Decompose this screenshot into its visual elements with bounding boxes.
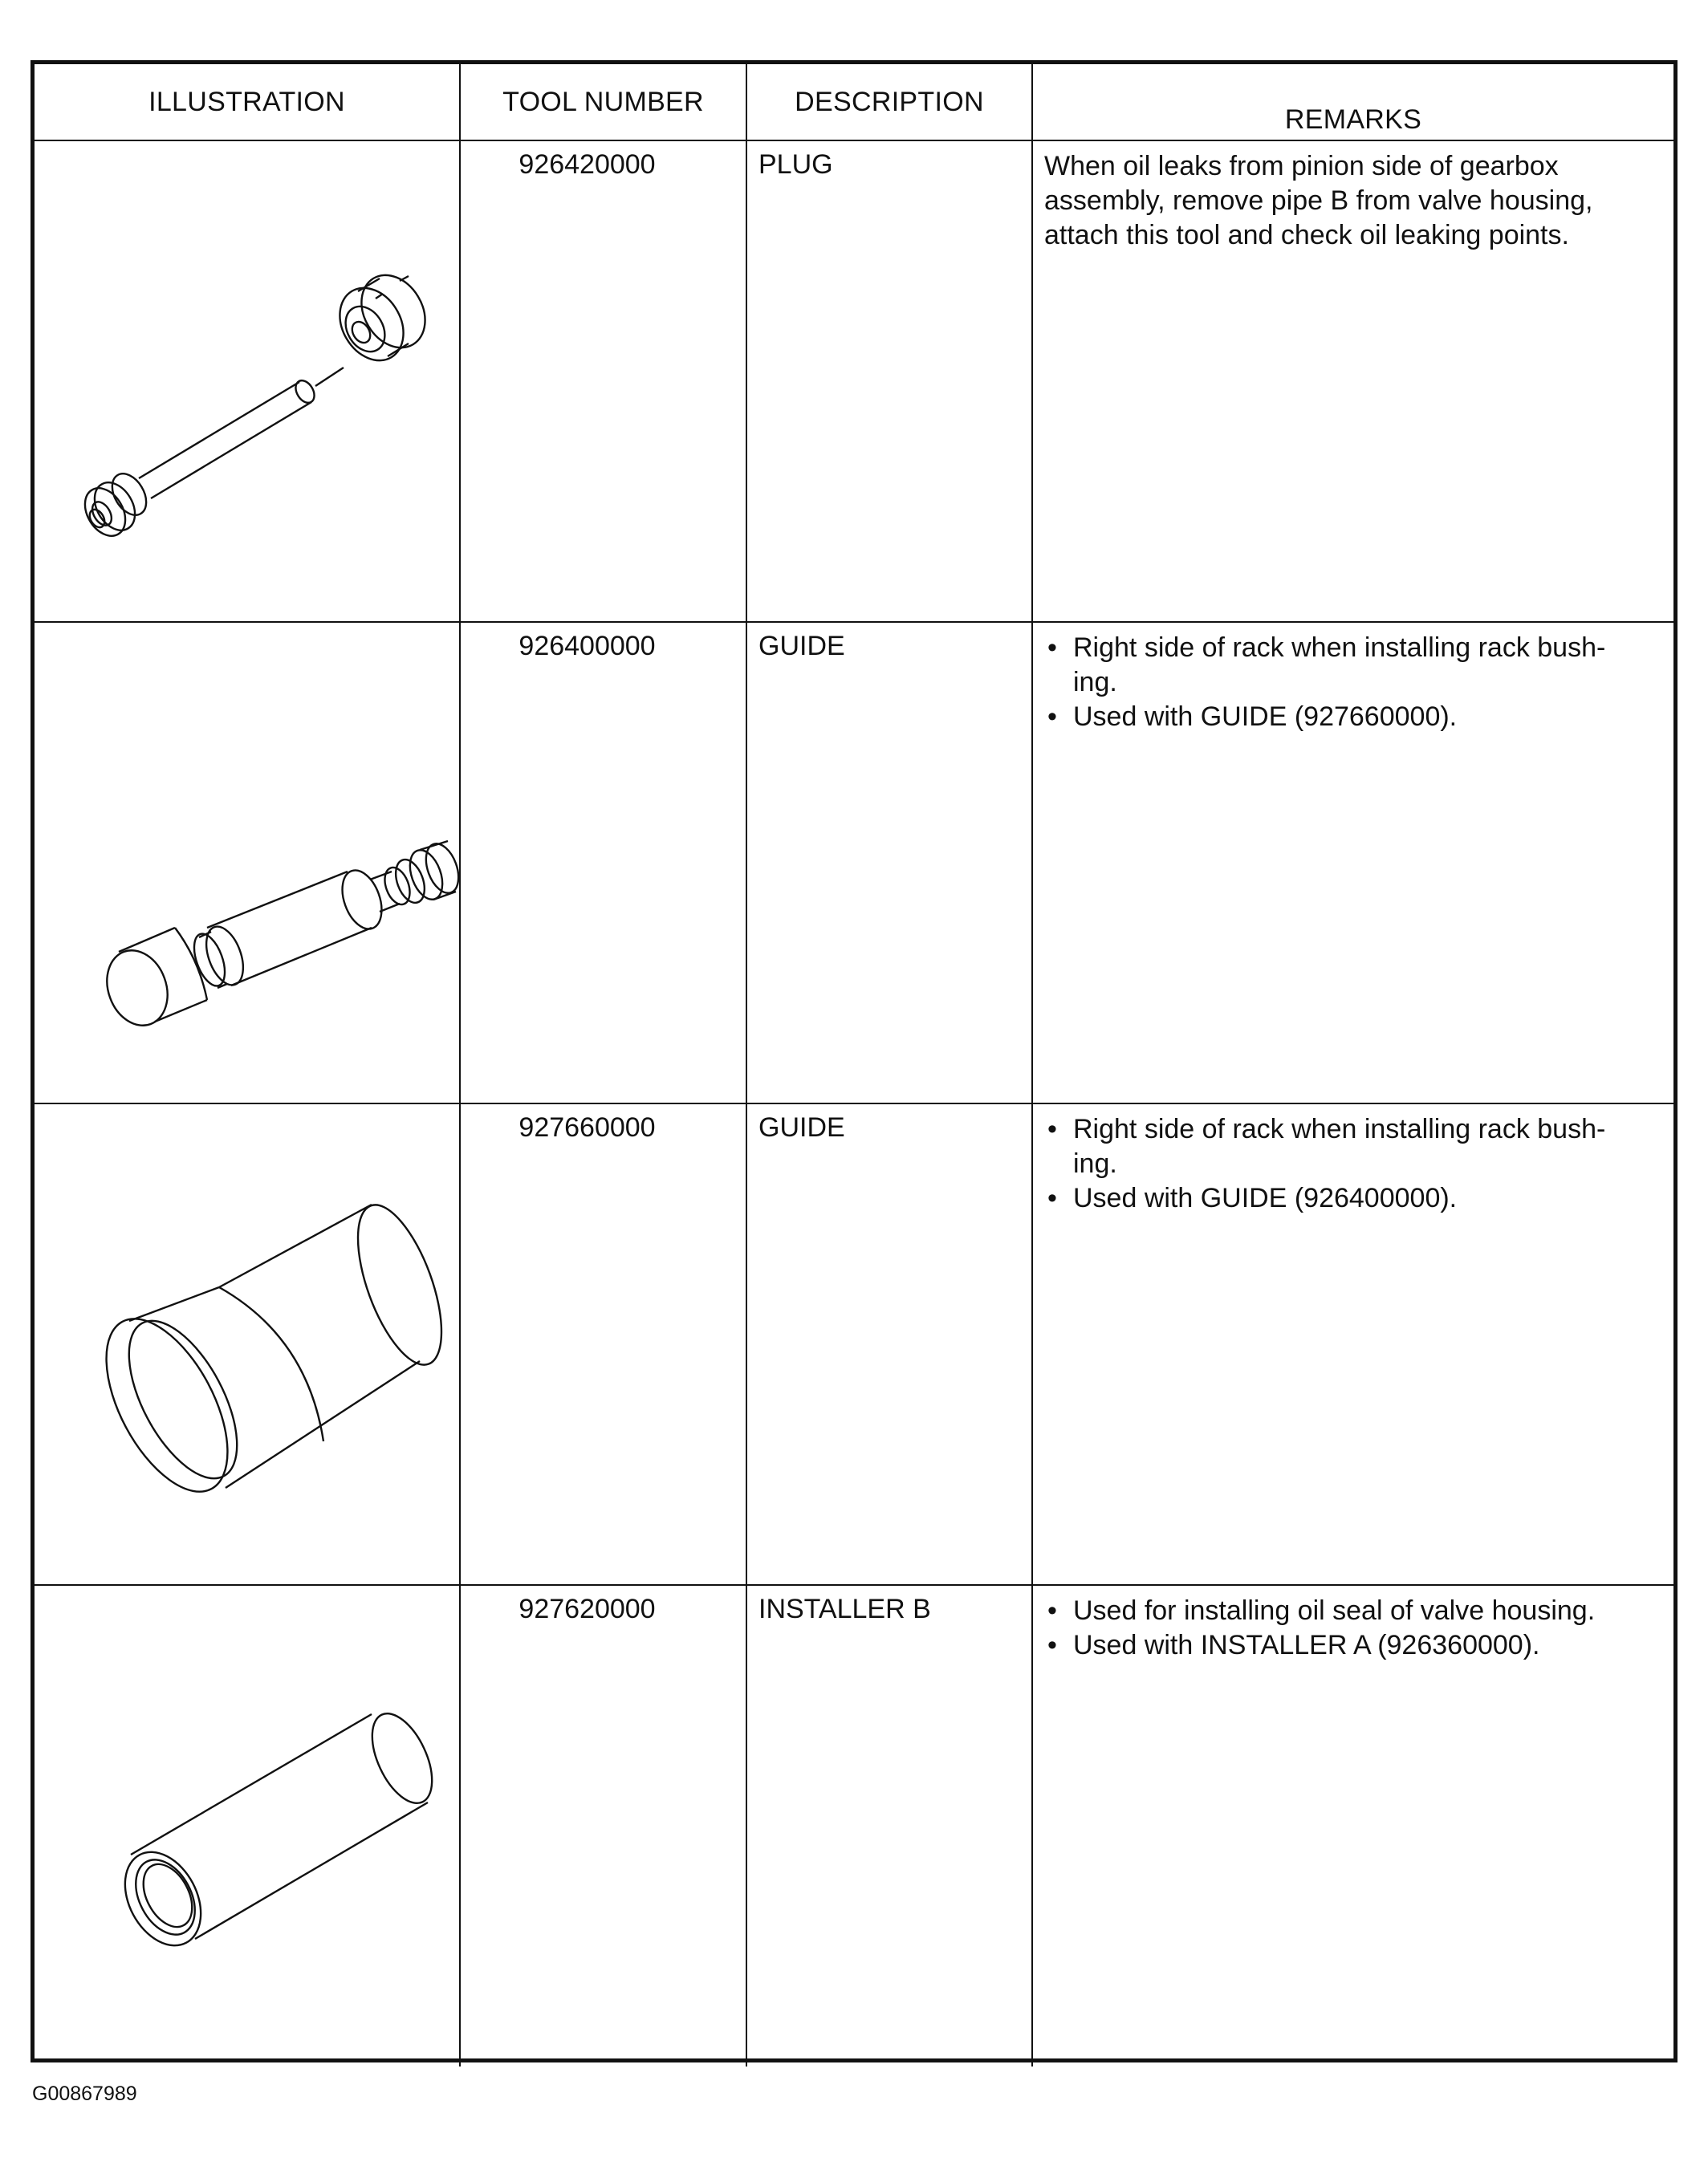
special-tools-table bbox=[35, 64, 1673, 2066]
remarks-item: • Right side of rack when installing rack bush-ing. bbox=[1044, 1112, 1646, 1181]
table-row bbox=[35, 1585, 1673, 2066]
remarks-cell: When oil leaks from pinion side of gearbox assembly, remove pipe B from valve housing, attach this tool and check oil leaking points. bbox=[1032, 140, 1673, 622]
remarks-list bbox=[1044, 631, 1646, 734]
remarks-cell bbox=[1032, 1103, 1673, 1585]
plug-tool-icon bbox=[35, 141, 460, 623]
tool-number-cell: 927620000 bbox=[460, 1585, 746, 2066]
illustration-cell bbox=[35, 1103, 460, 1585]
installer-tube-icon bbox=[35, 1586, 460, 2067]
remarks-cell bbox=[1032, 622, 1673, 1103]
guide-tool-icon bbox=[35, 623, 460, 1104]
table-row bbox=[35, 1103, 1673, 1585]
remarks-item: • Right side of rack when installing rack bush-ing. bbox=[1044, 631, 1646, 700]
description-cell: GUIDE bbox=[746, 622, 1032, 1103]
remarks-list bbox=[1044, 1594, 1646, 1663]
description-cell: INSTALLER B bbox=[746, 1585, 1032, 2066]
figure-id: G00867989 bbox=[32, 2083, 137, 2105]
guide-sleeve-icon bbox=[35, 1104, 460, 1586]
table-row bbox=[35, 622, 1673, 1103]
remarks-item: • Used for installing oil seal of valve housing. bbox=[1044, 1594, 1646, 1628]
remarks-item: • Used with GUIDE (927660000). bbox=[1044, 700, 1646, 734]
table-row bbox=[35, 140, 1673, 622]
header-description: DESCRIPTION bbox=[746, 64, 1032, 140]
illustration-cell bbox=[35, 622, 460, 1103]
tool-number-cell: 926400000 bbox=[460, 622, 746, 1103]
remarks-item: • Used with GUIDE (926400000). bbox=[1044, 1181, 1646, 1216]
tool-table-frame bbox=[31, 60, 1678, 2062]
header-remarks: REMARKS bbox=[1032, 64, 1673, 140]
illustration-cell bbox=[35, 1585, 460, 2066]
table-header-row bbox=[35, 64, 1673, 140]
header-illustration: ILLUSTRATION bbox=[35, 64, 460, 140]
remarks-list bbox=[1044, 1112, 1646, 1216]
header-tool-number: TOOL NUMBER bbox=[460, 64, 746, 140]
description-cell: PLUG bbox=[746, 140, 1032, 622]
tool-number-cell: 927660000 bbox=[460, 1103, 746, 1585]
description-cell: GUIDE bbox=[746, 1103, 1032, 1585]
tool-number-cell: 926420000 bbox=[460, 140, 746, 622]
illustration-cell bbox=[35, 140, 460, 622]
remarks-cell bbox=[1032, 1585, 1673, 2066]
remarks-item: • Used with INSTALLER A (926360000). bbox=[1044, 1628, 1646, 1663]
